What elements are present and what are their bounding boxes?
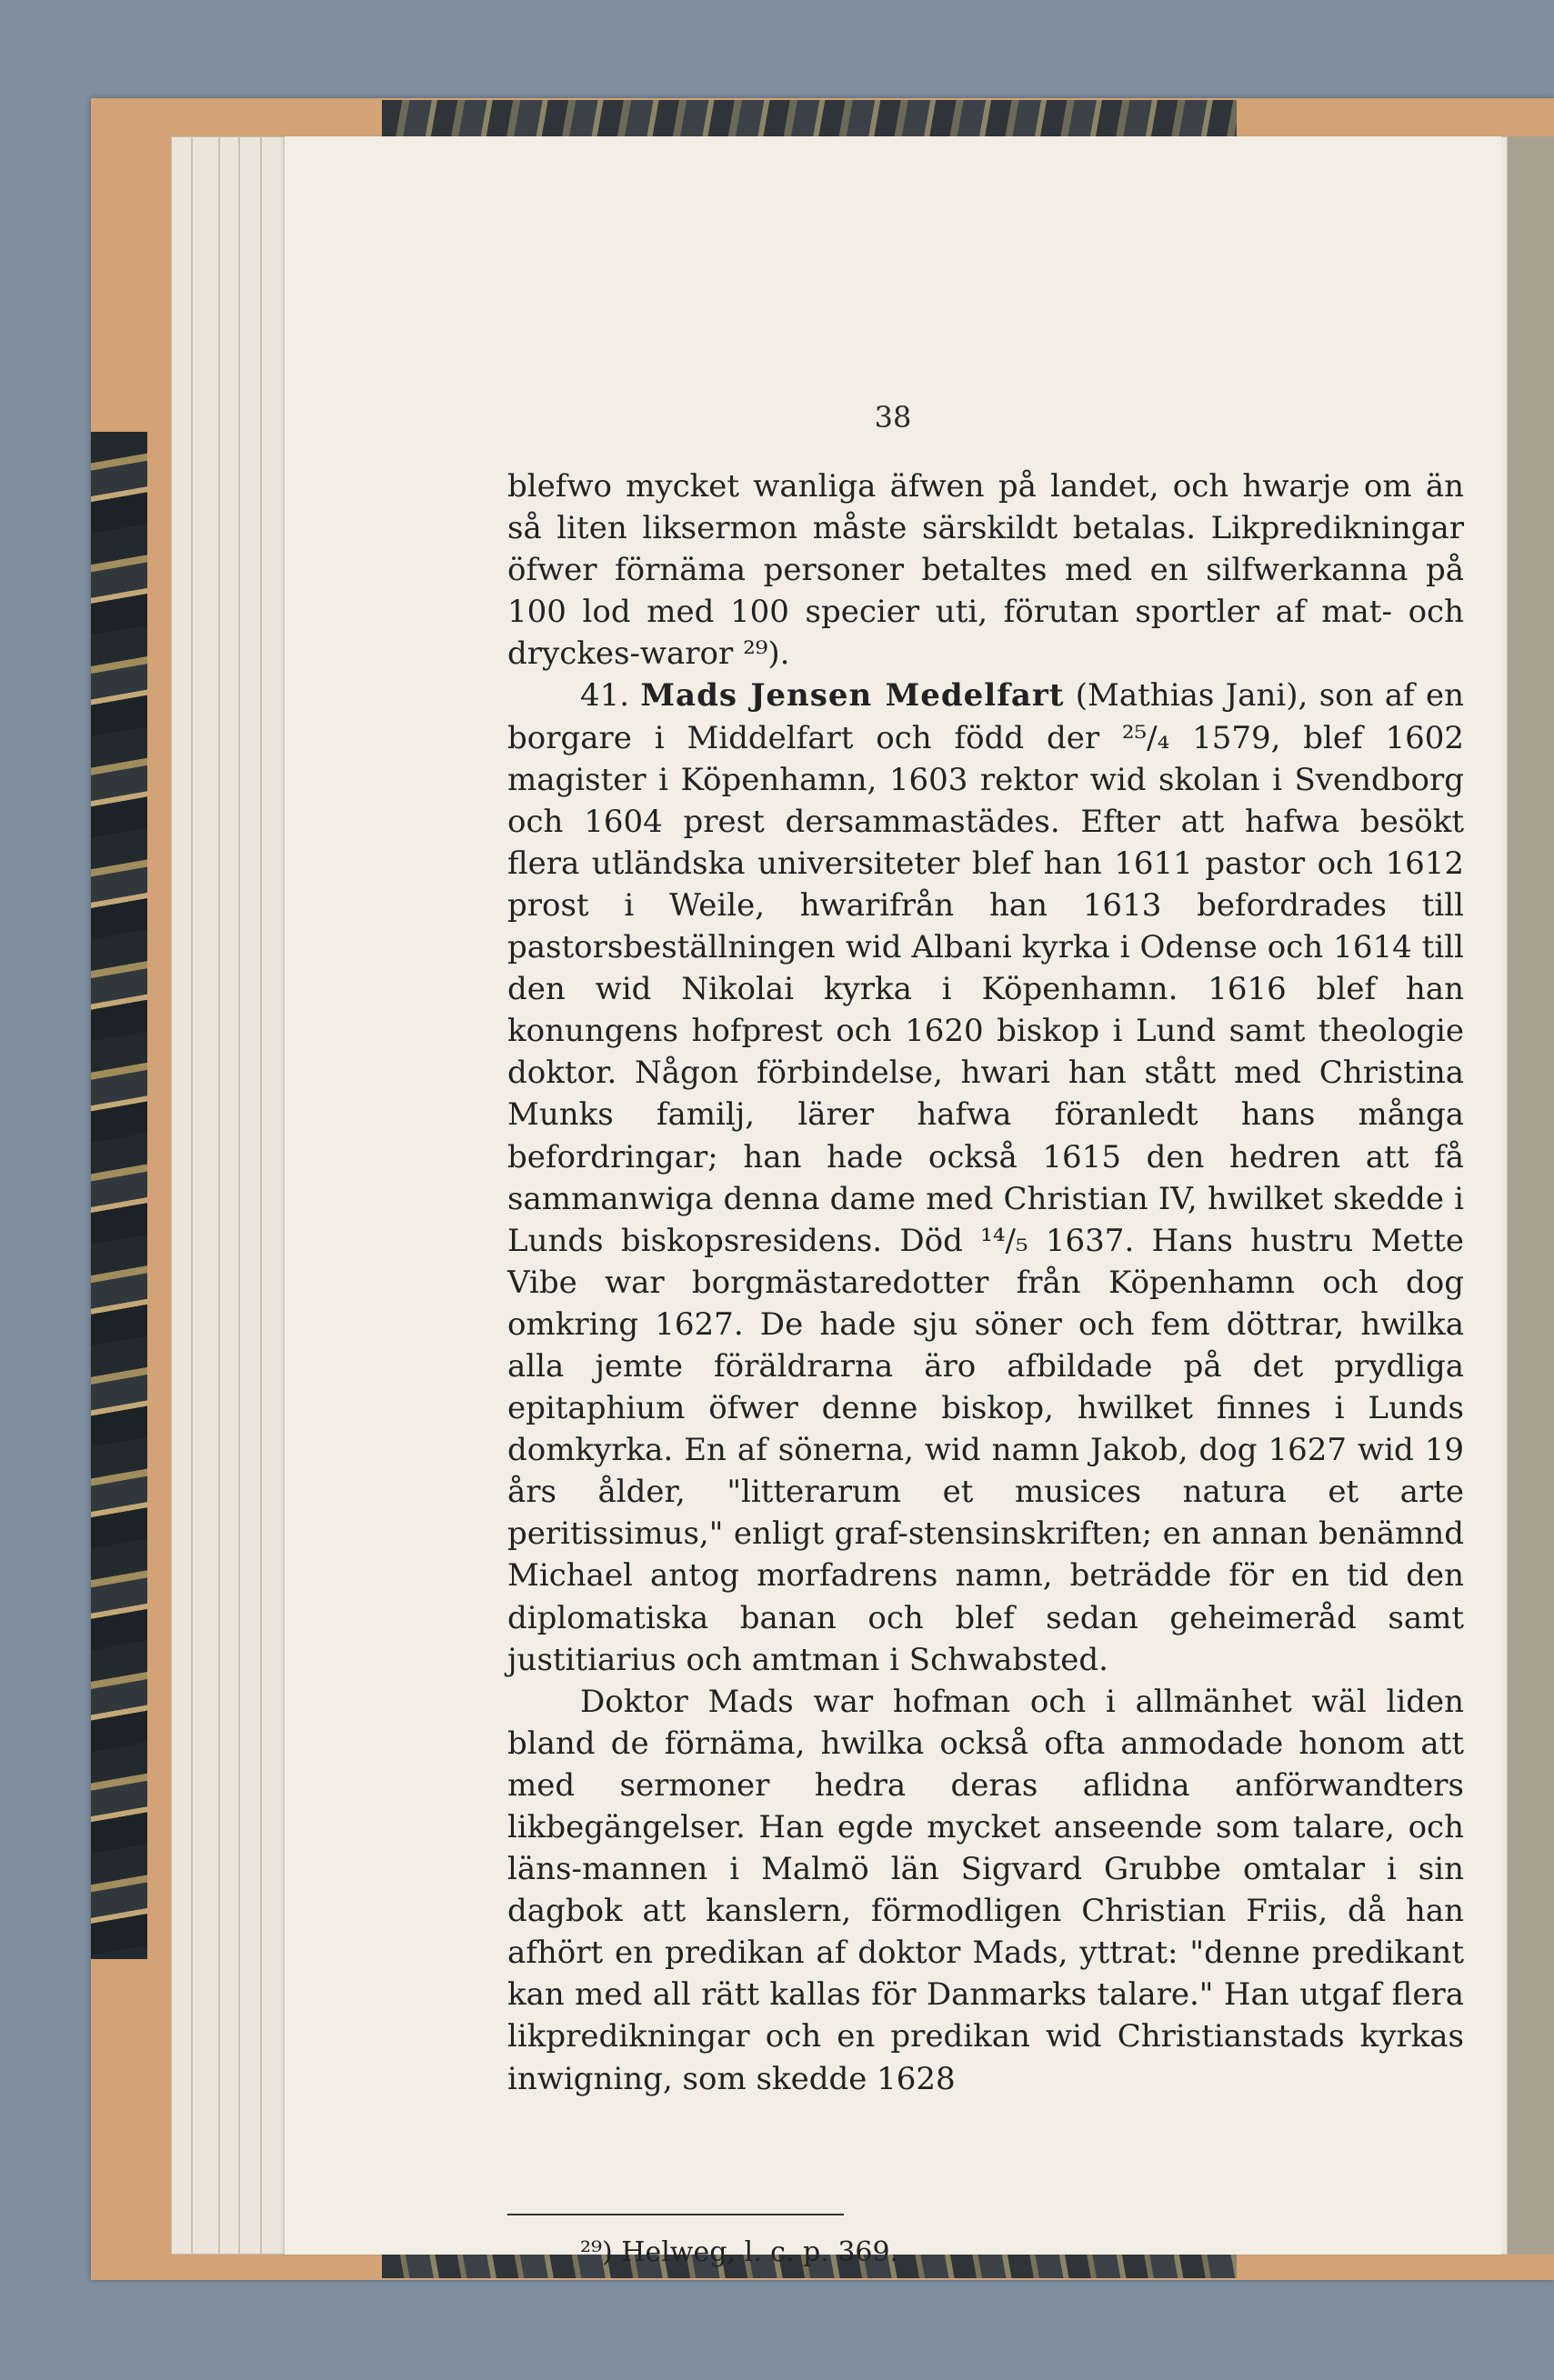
paragraph-3: Doktor Mads war hofman och i allmänhet wäl liden bland de förnäma, hwilka också ofta anmodade honom att med sermoner hedra deras aflidna anförwandters likbegängelser. Han egde mycket anseende som talare, och läns-mannen i Malmö län Sigvard Grubbe omtalar i sin dagbok att kanslern, förmodligen Christian Friis, då han afhört en predikan af doktor Mads, yttrat: "denne predikant kan med all rätt kallas för Danmarks talare." Han utgaf flera likpredikningar och en predikan wid Christianstads kyrkas inwigning, som skedde 1628 [507, 1683, 1464, 2097]
paragraph-1: blefwo mycket wanliga äfwen på landet, och hwarje om än så liten liksermon måste särskildt betalas. Likpredikningar öfwer förnäma personer betaltes med en silfwerkanna på 100 lod med 100 specier uti, förutan sportler af mat- och dryckes-waror ²⁹). [507, 468, 1464, 673]
entry-number: 41. [580, 677, 630, 715]
page-number: 38 [874, 400, 912, 435]
page-edge [260, 136, 262, 2255]
main-text [507, 465, 1464, 2100]
page-edge [238, 136, 240, 2255]
latin-name: (Mathias Jani), [1075, 677, 1308, 715]
footnote: ²⁹) Helweg, l. c. p. 369. [580, 2236, 899, 2268]
book-page [284, 136, 1501, 2268]
marbled-edge-top [382, 100, 1237, 136]
page-edge [191, 136, 193, 2255]
marbled-spine [91, 432, 147, 1959]
paragraph-2 [507, 675, 1464, 1680]
paragraph-2-text: son af en borgare i Middelfart och född der ²⁵/₄ 1579, blef 1602 magister i Köpenhamn, 1603 rektor wid skolan i Svendborg och 1604 prest dersammastädes. Efter att hafwa besökt flera utländska universiteter blef han 1611 pastor och 1612 prost i Weile, hwarifrån han 1613 befordrades till pastorsbeställningen wid Albani kyrka i Odense och 1614 till den wid Nikolai kyrka i Köpenhamn. 1616 blef han konungens hofprest och 1620 biskop i Lund samt theologie doktor. Någon förbindelse, hwari han stått med Christina Munks familj, lärer hafwa föranledt hans många befordringar; han hade också 1615 den hedren att få sammanwiga denna dame med Christian IV, hwilket skedde i Lunds biskopsresidens. Död ¹⁴/₅ 1637. Hans hustru Mette Vibe war borgmästaredotter från Köpenhamn och dog omkring 1627. De hade sju söner och fem döttrar, hwilka alla jemte föräldrarna äro afbildade på det prydliga epitaphium öfwer denne biskop, hwilket finnes i Lunds domkyrka. En af sönerna, wid namn Jakob, dog 1627 wid 19 års ålder, "litterarum et musices natura et arte peritissimus," enligt graf-stensinskriften; en annan benämnd Michael antog morfadrens namn, beträdde för en tid den diplomatiska banan och blef sedan geheimeråd samt justitiarius och amtman i Schwabsted. [507, 677, 1465, 1678]
footnote-divider [507, 2214, 844, 2215]
page-edge [218, 136, 220, 2255]
entry-name: Mads Jensen Medelfart [640, 677, 1065, 715]
